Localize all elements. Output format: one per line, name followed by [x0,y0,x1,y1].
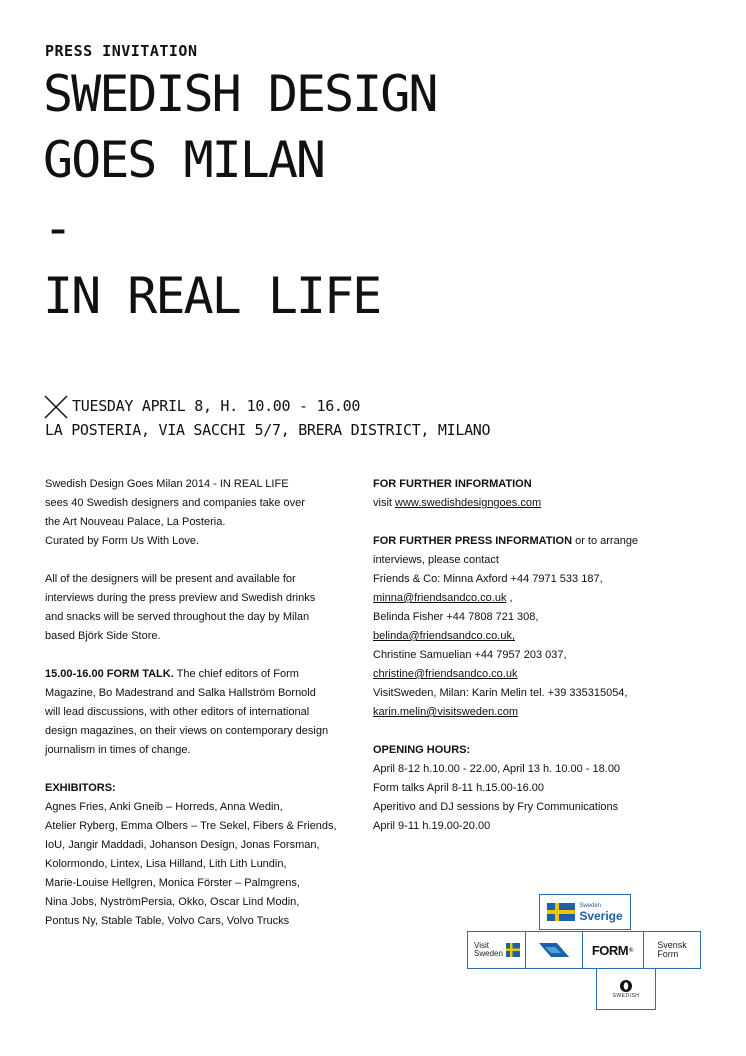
exhibitors-heading: EXHIBITORS: [45,782,116,794]
press-info-text: or to arrange [572,535,639,547]
email-link-belinda[interactable]: belinda@friendsandco.co.uk, [373,630,516,642]
visit-sweden-logo [467,931,527,969]
intro-line: Curated by Form Us With Love. [45,535,200,547]
form-wordmark: FORM [591,942,629,958]
intro-line: the Art Nouveau Palace, La Posteria. [45,516,226,528]
sverige-small-label: Sweden [579,903,601,909]
email-link-christine[interactable]: christine@friendsandco.co.uk [373,668,518,680]
left-column [45,475,355,950]
sweden-label: Sweden [474,949,503,958]
event-date: TUESDAY APRIL 8, H. 10.00 - 16.00 [72,397,361,415]
event-venue: LA POSTERIA, VIA SACCHI 5/7, BRERA DISTRICT, MILANO [45,421,491,439]
svensk-form-wordmark [657,941,687,959]
opening-hours-heading: OPENING HOURS: [373,744,471,756]
intro-line: sees 40 Swedish designers and companies take over [45,497,305,509]
headline-line-2: GOES MILAN [43,131,325,189]
presence-line: All of the designers will be present and available for [45,573,296,585]
arrow-brand-icon [537,941,571,959]
opening-hours-line: April 9-11 h.19.00-20.00 [373,820,491,832]
swedish-institute-emblem-icon [619,979,633,993]
right-column [373,475,673,855]
contact-line: VisitSweden, Milan: Karin Melin tel. +39 335315054, [373,687,628,699]
contact-email-line [373,589,673,608]
form-label: Form [657,949,679,959]
presence-line: based Björk Side Store. [45,630,161,642]
press-info-section [373,532,673,722]
form-talk-line: will lead discussions, with other editors of international [45,706,310,718]
svensk-form-logo [643,931,701,969]
opening-hours-line: Form talks April 8-11 h.15.00-16.00 [373,782,544,794]
headline-dash: - [43,199,72,257]
opening-hours-section [373,741,673,836]
press-info-line: interviews, please contact [373,554,499,566]
website-link[interactable]: www.swedishdesigngoes.com [395,497,542,509]
visit-sweden-wordmark [474,942,503,958]
visit-line [373,494,673,513]
form-talk-line: journalism in times of change. [45,744,191,756]
swedish-flag-icon [547,903,575,921]
further-info-heading: FOR FURTHER INFORMATION [373,478,532,490]
headline-line-4: IN REAL LIFE [43,267,381,325]
visit-sweden-flag-icon [506,943,520,957]
swedish-institute-logo [596,968,656,1010]
form-talk-text: The chief editors of Form [173,668,299,680]
presence-paragraph [45,570,355,646]
exhibitors-line: Marie-Louise Hellgren, Monica Förster – Palmgrens, [45,877,300,889]
intro-paragraph [45,475,355,551]
press-info-heading: FOR FURTHER PRESS INFORMATION [373,535,573,547]
form-talk-first-line [45,665,355,684]
email-link-minna[interactable]: minna@friendsandco.co.uk [373,592,507,604]
exhibitors-section [45,779,355,931]
contact-line: Belinda Fisher +44 7808 721 308, [373,611,539,623]
form-talk-line: design magazines, on their views on contemporary design [45,725,329,737]
svensk-label: Svensk [657,940,687,950]
email-link-karin[interactable]: karin.melin@visitsweden.com [373,706,519,718]
exhibitors-line: Nina Jobs, NyströmPersia, Okko, Oscar Lind Modin, [45,896,300,908]
sverige-label: Sverige [579,909,623,923]
form-talk-line: Magazine, Bo Madestrand and Salka Hallström Bornold [45,687,316,699]
swedish-institute-label: SWEDISH [612,992,640,999]
intro-line: Swedish Design Goes Milan 2014 - IN REAL LIFE [45,478,289,490]
presence-line: and snacks will be served throughout the day by Milan [45,611,310,623]
presence-line: interviews during the press preview and Swedish drinks [45,592,316,604]
form-magazine-logo [582,931,644,969]
sweden-sverige-logo [539,894,631,930]
opening-hours-line: April 8-12 h.10.00 - 22.00, April 13 h. 10.00 - 18.00 [373,763,621,775]
form-registered-mark: ® [628,946,635,954]
form-talk-paragraph [45,665,355,760]
arrow-brand-logo [525,931,583,969]
exhibitors-line: Pontus Ny, Stable Table, Volvo Cars, Volvo Trucks [45,915,290,927]
press-info-first-line [373,532,673,551]
exhibitors-line: Agnes Fries, Anki Gneib – Horreds, Anna Wedin, [45,801,283,813]
sverige-wordmark [579,902,622,922]
cross-icon [44,395,68,419]
headline-line-1: SWEDISH DESIGN [43,65,437,123]
press-invitation-kicker: PRESS INVITATION [45,42,198,60]
contact-line: Christine Samuelian +44 7957 203 037, [373,649,567,661]
exhibitors-line: Atelier Ryberg, Emma Olbers – Tre Sekel, Fibers & Friends, [45,820,337,832]
exhibitors-line: Kolormondo, Lintex, Lisa Hilland, Lith Lith Lundin, [45,858,287,870]
exhibitors-line: IoU, Jangir Maddadi, Johanson Design, Jonas Forsman, [45,839,320,851]
visit-label: Visit [474,941,489,950]
further-info-section [373,475,673,513]
form-talk-time: 15.00-16.00 FORM TALK. [45,668,174,680]
contact-line: Friends & Co: Minna Axford +44 7971 533 187, [373,573,603,585]
visit-prefix: visit [373,497,395,509]
email-suffix: , [506,592,513,604]
opening-hours-line: Aperitivo and DJ sessions by Fry Communications [373,801,619,813]
